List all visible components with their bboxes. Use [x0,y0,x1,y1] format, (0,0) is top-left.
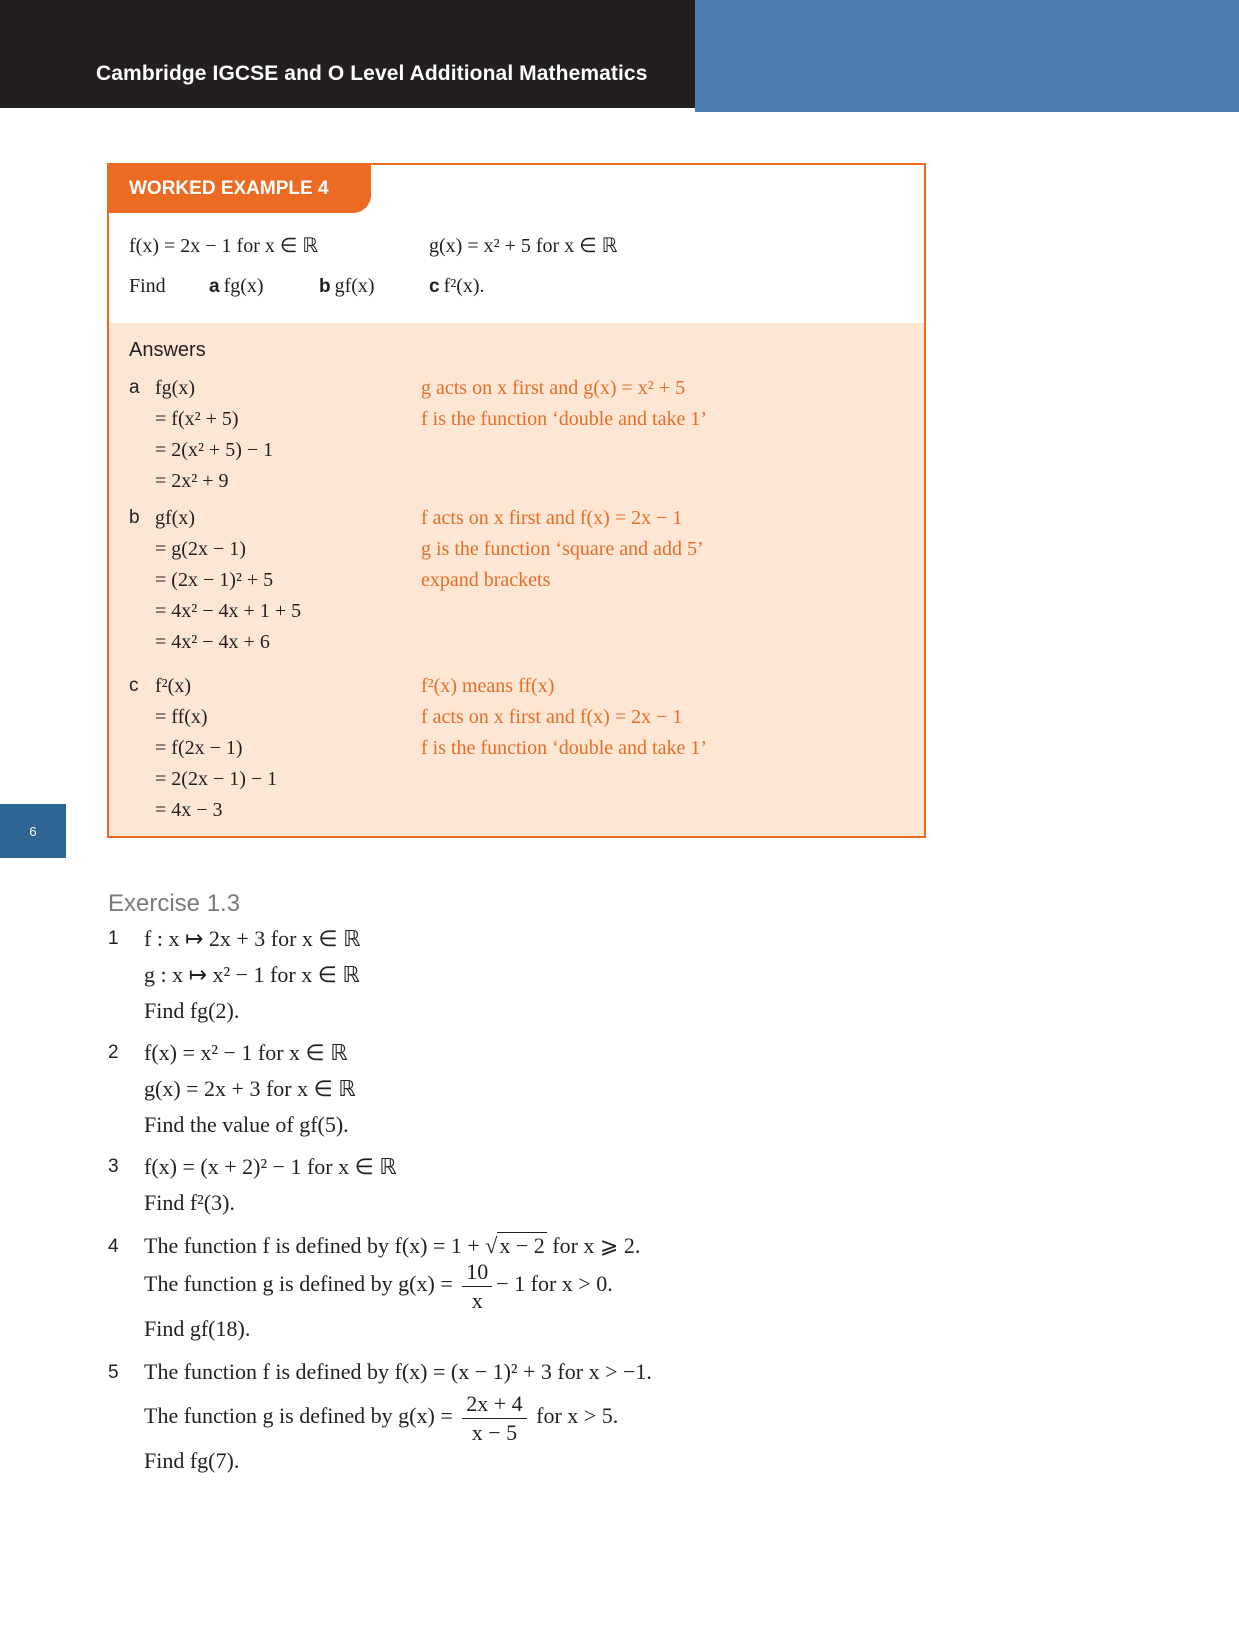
question-1-line: f : x ↦ 2x + 3 for x ∈ ℝ [144,926,361,951]
answer-a-letter: a [129,377,140,398]
answer-b-note: expand brackets [421,569,551,591]
answer-b-note: f acts on x first and f(x) = 2x − 1 [421,507,683,529]
answer-c-step: f²(x) [155,675,191,697]
exercise-heading: Exercise 1.3 [108,890,241,917]
fraction-numerator: 2x + 4 [462,1390,526,1419]
question-number: 1 [108,928,119,949]
question-1-line: Find fg(2). [144,998,240,1023]
question-5-line: Find fg(7). [144,1448,240,1473]
question-4-text: − 1 for x > 0. [496,1271,613,1297]
question-4-line [144,1258,613,1314]
part-c-letter: c [429,276,440,297]
worked-example-box [107,163,926,838]
answer-a-note: g acts on x first and g(x) = x² + 5 [421,377,686,399]
part-a-letter: a [209,276,220,297]
fraction-denominator: x − 5 [471,1419,518,1445]
question-2-line: Find the value of gf(5). [144,1112,349,1137]
fraction [462,1390,526,1446]
question-4-text: The function g is defined by g(x) = [144,1271,459,1297]
question-4-line: Find gf(18). [144,1316,251,1341]
header-accent-block [695,0,1239,112]
answer-c-note: f acts on x first and f(x) = 2x − 1 [421,706,683,728]
question-5-text: The function g is defined by g(x) = [144,1403,459,1429]
square-root: √x − 2 [485,1233,545,1258]
answer-a-note: f is the function ‘double and take 1’ [421,408,708,430]
answer-a-step: = 2x² + 9 [155,470,229,492]
answer-c-step: = 2(2x − 1) − 1 [155,768,278,790]
question-2-line: g(x) = 2x + 3 for x ∈ ℝ [144,1076,356,1101]
answer-b-letter: b [129,507,140,528]
question-5-text: for x > 5. [530,1403,619,1429]
part-c-expression: f²(x). [443,275,485,297]
fraction-denominator: x [471,1287,483,1313]
worked-example-label: WORKED EXAMPLE 4 [109,165,371,213]
answer-c-step: = 4x − 3 [155,799,223,821]
answer-a-step: = 2(x² + 5) − 1 [155,439,274,461]
answer-b-step: = 4x² − 4x + 6 [155,631,270,653]
question-2-line: f(x) = x² − 1 for x ∈ ℝ [144,1040,348,1065]
header-bar [0,0,695,108]
worked-example-question [109,165,924,323]
answer-c-letter: c [129,675,139,696]
answer-c-step: = f(2x − 1) [155,737,243,759]
part-a-expression: fg(x) [223,275,264,297]
question-4-line [144,1233,640,1259]
answer-c-note: f is the function ‘double and take 1’ [421,737,708,759]
question-4-text: for x ⩾ 2. [546,1233,641,1258]
question-3-line: f(x) = (x + 2)² − 1 for x ∈ ℝ [144,1154,397,1179]
find-label: Find [129,275,166,297]
question-5-line: The function f is defined by f(x) = (x − 1)² + 3 for x > −1. [144,1359,652,1384]
question-5-line [144,1390,618,1446]
book-title: Cambridge IGCSE and O Level Additional Mathematics [96,62,648,85]
part-a [209,275,264,298]
question-3-line: Find f²(3). [144,1190,235,1215]
page-number: 6 [0,804,66,858]
part-b-letter: b [319,276,331,297]
question-number: 3 [108,1156,119,1177]
question-number: 2 [108,1042,119,1063]
question-number: 4 [108,1236,119,1257]
part-b [319,275,375,298]
answer-b-note: g is the function ‘square and add 5’ [421,538,704,560]
answer-b-step: = (2x − 1)² + 5 [155,569,274,591]
part-c [429,275,485,298]
part-b-expression: gf(x) [334,275,375,297]
answers-heading: Answers [129,339,206,361]
question-4-text: The function f is defined by f(x) = 1 + [144,1233,486,1258]
answer-c-note: f²(x) means ff(x) [421,675,555,697]
fraction-numerator: 10 [462,1258,492,1287]
answer-b-step: gf(x) [155,507,195,529]
answer-c-step: = ff(x) [155,706,208,728]
answer-b-step: = g(2x − 1) [155,538,246,560]
answer-b-step: = 4x² − 4x + 1 + 5 [155,600,302,622]
answer-a-step: fg(x) [155,377,195,399]
question-1-line: g : x ↦ x² − 1 for x ∈ ℝ [144,962,360,987]
g-definition: g(x) = x² + 5 for x ∈ ℝ [429,235,618,257]
radicand: x − 2 [499,1233,545,1258]
answer-a-step: = f(x² + 5) [155,408,239,430]
fraction [462,1258,492,1314]
f-definition: f(x) = 2x − 1 for x ∈ ℝ [129,235,319,257]
question-number: 5 [108,1362,119,1383]
